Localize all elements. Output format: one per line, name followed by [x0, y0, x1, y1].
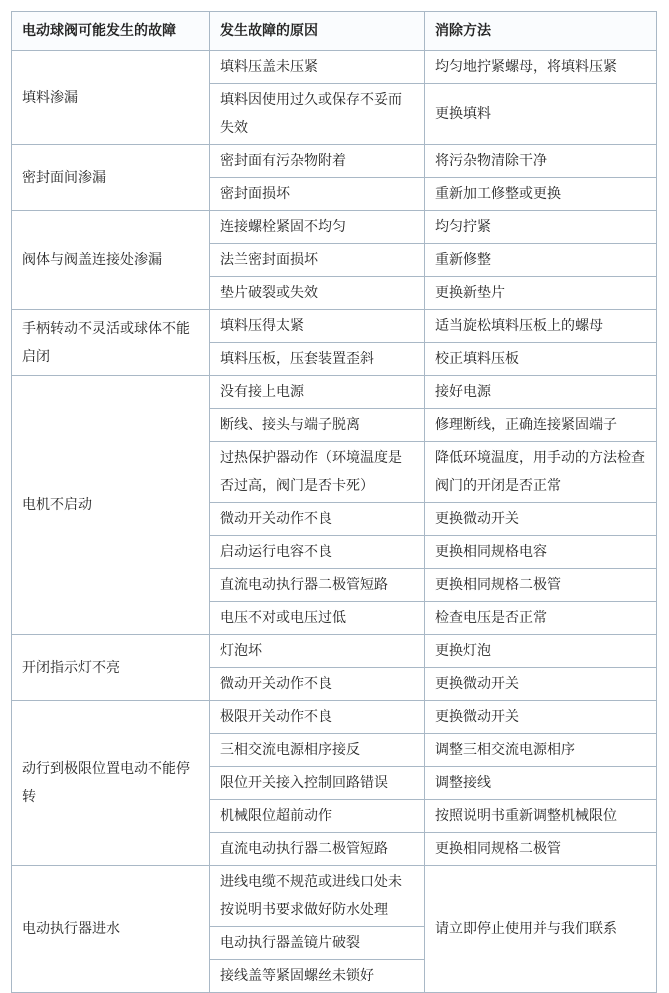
cause-cell: 限位开关接入控制回路错误 [210, 767, 425, 800]
remedy-cell: 更换微动开关 [425, 503, 657, 536]
fault-cell: 电动执行器进水 [12, 866, 210, 993]
remedy-cell: 调整三相交流电源相序 [425, 734, 657, 767]
cause-cell: 灯泡坏 [210, 635, 425, 668]
cause-cell: 启动运行电容不良 [210, 536, 425, 569]
remedy-cell: 调整接线 [425, 767, 657, 800]
header-cause: 发生故障的原因 [210, 12, 425, 51]
remedy-cell: 均匀地拧紧螺母，将填料压紧 [425, 51, 657, 84]
table-row [12, 635, 657, 668]
cause-cell: 三相交流电源相序接反 [210, 734, 425, 767]
header-fault: 电动球阀可能发生的故障 [12, 12, 210, 51]
remedy-cell: 按照说明书重新调整机械限位 [425, 800, 657, 833]
cause-cell: 填料压盖未压紧 [210, 51, 425, 84]
cause-cell: 进线电缆不规范或进线口处未按说明书要求做好防水处理 [210, 866, 425, 927]
cause-cell: 机械限位超前动作 [210, 800, 425, 833]
cause-cell: 微动开关动作不良 [210, 668, 425, 701]
remedy-cell: 更换相同规格二极管 [425, 833, 657, 866]
fault-cell: 填料渗漏 [12, 51, 210, 145]
cause-cell: 电动执行器盖镜片破裂 [210, 927, 425, 960]
remedy-cell: 重新修整 [425, 244, 657, 277]
table-row [12, 376, 657, 409]
remedy-cell: 校正填料压板 [425, 343, 657, 376]
header-remedy: 消除方法 [425, 12, 657, 51]
cause-cell: 法兰密封面损坏 [210, 244, 425, 277]
cause-cell: 过热保护器动作（环境温度是否过高，阀门是否卡死） [210, 442, 425, 503]
remedy-cell: 更换相同规格二极管 [425, 569, 657, 602]
table-row [12, 51, 657, 84]
cause-cell: 断线、接头与端子脱离 [210, 409, 425, 442]
fault-cell: 阀体与阀盖连接处渗漏 [12, 211, 210, 310]
table-row [12, 866, 657, 927]
remedy-cell: 均匀拧紧 [425, 211, 657, 244]
table-row [12, 145, 657, 178]
cause-cell: 电压不对或电压过低 [210, 602, 425, 635]
fault-cell: 电机不启动 [12, 376, 210, 635]
remedy-cell: 检查电压是否正常 [425, 602, 657, 635]
cause-cell: 填料压得太紧 [210, 310, 425, 343]
header-row [12, 12, 657, 51]
table-row [12, 211, 657, 244]
cause-cell: 密封面损坏 [210, 178, 425, 211]
cause-cell: 连接螺栓紧固不均匀 [210, 211, 425, 244]
remedy-cell: 更换新垫片 [425, 277, 657, 310]
remedy-cell: 将污杂物清除干净 [425, 145, 657, 178]
remedy-cell: 更换灯泡 [425, 635, 657, 668]
fault-cell: 手柄转动不灵活或球体不能启闭 [12, 310, 210, 376]
cause-cell: 直流电动执行器二极管短路 [210, 569, 425, 602]
fault-table [11, 11, 657, 993]
remedy-cell: 请立即停止使用并与我们联系 [425, 866, 657, 993]
cause-cell: 垫片破裂或失效 [210, 277, 425, 310]
remedy-cell: 更换填料 [425, 84, 657, 145]
fault-cell: 开闭指示灯不亮 [12, 635, 210, 701]
table-body [12, 51, 657, 993]
remedy-cell: 更换微动开关 [425, 701, 657, 734]
cause-cell: 接线盖等紧固螺丝未锁好 [210, 960, 425, 993]
cause-cell: 直流电动执行器二极管短路 [210, 833, 425, 866]
cause-cell: 填料压板，压套装置歪斜 [210, 343, 425, 376]
remedy-cell: 更换微动开关 [425, 668, 657, 701]
remedy-cell: 更换相同规格电容 [425, 536, 657, 569]
cause-cell: 密封面有污杂物附着 [210, 145, 425, 178]
remedy-cell: 适当旋松填料压板上的螺母 [425, 310, 657, 343]
fault-cell: 动行到极限位置电动不能停转 [12, 701, 210, 866]
remedy-cell: 重新加工修整或更换 [425, 178, 657, 211]
cause-cell: 填料因使用过久或保存不妥而失效 [210, 84, 425, 145]
cause-cell: 没有接上电源 [210, 376, 425, 409]
remedy-cell: 接好电源 [425, 376, 657, 409]
fault-cell: 密封面间渗漏 [12, 145, 210, 211]
cause-cell: 极限开关动作不良 [210, 701, 425, 734]
remedy-cell: 修理断线，正确连接紧固端子 [425, 409, 657, 442]
remedy-cell: 降低环境温度，用手动的方法检查阀门的开闭是否正常 [425, 442, 657, 503]
table-row [12, 310, 657, 343]
table-row [12, 701, 657, 734]
cause-cell: 微动开关动作不良 [210, 503, 425, 536]
